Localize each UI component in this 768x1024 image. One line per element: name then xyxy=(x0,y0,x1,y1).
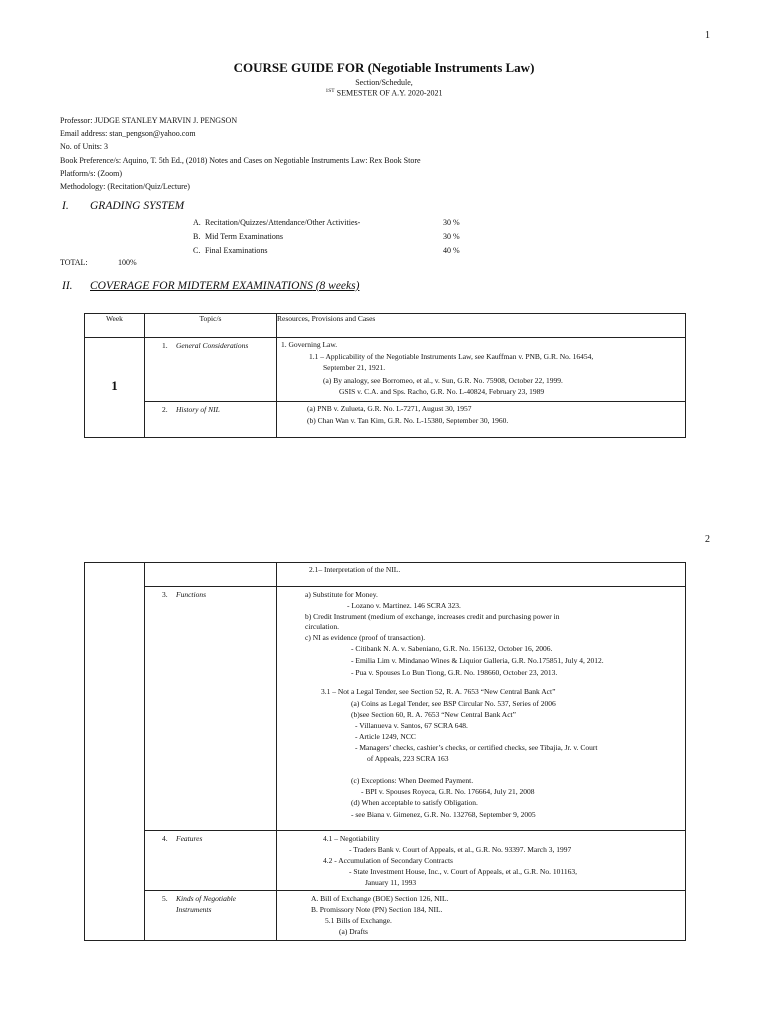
resources-cell xyxy=(277,891,686,941)
resources-cell xyxy=(277,338,686,402)
resource-line: - Lozano v. Martinez. 146 SCRA 323. xyxy=(347,601,461,610)
topic-cell xyxy=(145,587,277,831)
resource-line: 4.1 – Negotiability xyxy=(323,834,380,843)
table-row xyxy=(85,402,686,438)
resource-line: c) NI as evidence (proof of transaction). xyxy=(305,633,426,642)
week-cell xyxy=(85,563,145,941)
document-page-2 xyxy=(0,520,768,1024)
resource-line: b) Credit Instrument (medium of exchange, increases credit and purchasing power in xyxy=(305,612,560,621)
week-number: 1 xyxy=(111,378,118,393)
resources-cell xyxy=(277,563,686,587)
table-row xyxy=(85,338,686,402)
resource-line: - Traders Bank v. Court of Appeals, et al., G.R. No. 93397. March 3, 1997 xyxy=(349,845,572,854)
course-info xyxy=(60,114,421,193)
table-row xyxy=(85,831,686,891)
section-duration: (8 weeks) xyxy=(312,280,360,292)
resource-line: (a) Coins as Legal Tender, see BSP Circular No. 537, Series of 2006 xyxy=(351,699,556,708)
coverage-table-continued xyxy=(84,562,686,941)
resource-line: - see Biana v. Gimenez, G.R. No. 132768, September 9, 2005 xyxy=(351,810,536,819)
grading-list xyxy=(193,216,493,258)
grading-percent: 40 % xyxy=(443,246,460,255)
header-topics: Topic/s xyxy=(145,314,277,338)
section-numeral: I. xyxy=(62,200,69,212)
resource-line: (c) Exceptions: When Deemed Payment. xyxy=(351,776,474,785)
topic-number: 5. xyxy=(162,894,168,903)
topic-title: Functions xyxy=(176,590,206,599)
resource-line: (a) By analogy, see Borromeo, et al., v. Sun, G.R. No. 75908, October 22, 1999. xyxy=(323,376,563,385)
methodology-line: Methodology: (Recitation/Quiz/Lecture) xyxy=(60,182,190,192)
grading-label: Recitation/Quizzes/Attendance/Other Activities- xyxy=(205,218,361,227)
table-row xyxy=(85,891,686,941)
semester-text: SEMESTER OF A.Y. 2020-2021 xyxy=(334,88,443,98)
resource-line: (d) When acceptable to satisfy Obligation. xyxy=(351,798,478,807)
professor-line: Professor: JUDGE STANLEY MARVIN J. PENGSON xyxy=(60,116,238,125)
resource-line: - Citibank N. A. v. Sabeniano, G.R. No. 156132, October 16, 2006. xyxy=(351,644,553,653)
resource-line: (a) PNB v. Zulueta, G.R. No. L-7271, August 30, 1957 xyxy=(307,404,472,413)
semester-line xyxy=(0,88,768,98)
resources-cell xyxy=(277,587,686,831)
resources-cell xyxy=(277,402,686,438)
resource-line: - BPI v. Spouses Royeca, G.R. No. 176664, July 21, 2008 xyxy=(361,787,535,796)
grading-item xyxy=(193,244,493,258)
grading-item xyxy=(193,230,493,244)
topic-item xyxy=(145,587,276,600)
resources-cell xyxy=(277,831,686,891)
header-week: Week xyxy=(85,314,145,338)
topic-cell xyxy=(145,831,277,891)
resource-line: (a) Drafts xyxy=(339,927,368,936)
week-cell xyxy=(85,338,145,438)
topic-item xyxy=(145,338,276,351)
document-title: COURSE GUIDE FOR (Negotiable Instruments Law) xyxy=(233,60,535,75)
topic-number: 2. xyxy=(162,405,168,414)
email-line: Email address: stan_pengson@yahoo.com xyxy=(60,129,196,139)
topic-title: Features xyxy=(176,834,203,843)
total-label: TOTAL: xyxy=(60,258,88,267)
page-number: 1 xyxy=(705,30,710,41)
page-number: 2 xyxy=(705,534,710,545)
resource-line: - Villanueva v. Santos, 67 SCRA 648. xyxy=(355,721,468,730)
grading-percent: 30 % xyxy=(443,232,460,241)
topic-title: General Considerations xyxy=(176,341,249,350)
resource-line: September 21, 1921. xyxy=(323,363,386,372)
header-resources: Resources, Provisions and Cases xyxy=(277,314,686,338)
resource-line: (b)see Section 60, R. A. 7653 “New Central Bank Act” xyxy=(351,710,516,719)
coverage-table xyxy=(84,313,686,438)
resource-line: GSIS v. C.A. and Sps. Racho, G.R. No. L-40824, February 23, 1989 xyxy=(339,387,545,396)
topic-number: 1. xyxy=(162,341,168,350)
resource-line: of Appeals, 223 SCRA 163 xyxy=(367,754,449,763)
resource-line: - Managers’ checks, cashier’s checks, or certified checks, see Tibajia, Jr. v. Court xyxy=(355,743,598,752)
resource-line: January 11, 1993 xyxy=(365,878,417,887)
section-title: GRADING SYSTEM xyxy=(90,200,185,212)
resource-line: - Pua v. Spouses Lo Bun Tiong, G.R. No. 198660, October 23, 2013. xyxy=(351,668,558,677)
units-line: No. of Units: 3 xyxy=(60,142,108,152)
resource-line: 5.1 Bills of Exchange. xyxy=(325,916,392,925)
table-row xyxy=(85,563,686,587)
total-value: 100% xyxy=(118,258,137,267)
resource-line: 4.2 - Accumulation of Secondary Contracts xyxy=(323,856,453,865)
resource-line: - Article 1249, NCC xyxy=(355,732,416,741)
topic-item xyxy=(145,402,276,415)
topic-item xyxy=(145,891,276,915)
total-line xyxy=(60,258,137,267)
resource-line: 2.1– Interpretation of the NIL. xyxy=(309,565,401,574)
document-page-1 xyxy=(0,0,768,500)
coverage-heading xyxy=(62,280,359,292)
platform-line: Platform/s: (Zoom) xyxy=(60,168,122,178)
resource-line: 3.1 – Not a Legal Tender, see Section 52, R. A. 7653 “New Central Bank Act” xyxy=(321,687,556,696)
grading-letter: C. xyxy=(193,246,201,255)
section-title: COVERAGE FOR MIDTERM EXAMINATIONS xyxy=(90,280,313,292)
grading-letter: A. xyxy=(193,218,201,227)
resource-line: circulation. xyxy=(305,622,339,631)
topic-number: 4. xyxy=(162,834,168,843)
resource-line: - Emilia Lim v. Mindanao Wines & Liquior Galleria, G.R. No.175851, July 4, 2012. xyxy=(351,656,604,665)
topic-cell xyxy=(145,563,277,587)
section-numeral: II. xyxy=(62,280,73,292)
topic-cell xyxy=(145,402,277,438)
topic-cell xyxy=(145,891,277,941)
section-schedule: Section/Schedule, xyxy=(355,78,413,87)
grading-system-heading xyxy=(62,200,184,212)
semester-ordinal: 1ST xyxy=(325,88,335,94)
topic-title: History of NIL xyxy=(176,405,220,414)
topic-title: Kinds of Negotiable Instruments xyxy=(176,894,236,914)
grading-label: Final Examinations xyxy=(205,246,268,255)
resource-line: (b) Chan Wan v. Tan Kim, G.R. No. L-15380, September 30, 1960. xyxy=(307,416,509,425)
grading-percent: 30 % xyxy=(443,218,460,227)
resource-line: A. Bill of Exchange (BOE) Section 126, NIL. xyxy=(311,894,449,903)
resource-line: a) Substitute for Money. xyxy=(305,590,378,599)
topic-number: 3. xyxy=(162,590,168,599)
resource-line: B. Promissory Note (PN) Section 184, NIL. xyxy=(311,905,443,914)
grading-item xyxy=(193,216,493,230)
book-preference-line: Book Preference/s: Aquino, T. 5th Ed., (2018) Notes and Cases on Negotiable Instruments Law: Rex Book Store xyxy=(60,155,421,165)
table-header-row xyxy=(85,314,686,338)
resource-line: 1. Governing Law. xyxy=(281,340,338,349)
resource-line: - State Investment House, Inc., v. Court of Appeals, et al., G.R. No. 101163, xyxy=(349,867,577,876)
resource-line: 1.1 – Applicability of the Negotiable Instruments Law, see Kauffman v. PNB, G.R. No. 16454, xyxy=(309,352,594,361)
grading-label: Mid Term Examinations xyxy=(205,232,283,241)
topic-item xyxy=(145,831,276,844)
topic-cell xyxy=(145,338,277,402)
table-row xyxy=(85,587,686,831)
grading-letter: B. xyxy=(193,232,201,241)
